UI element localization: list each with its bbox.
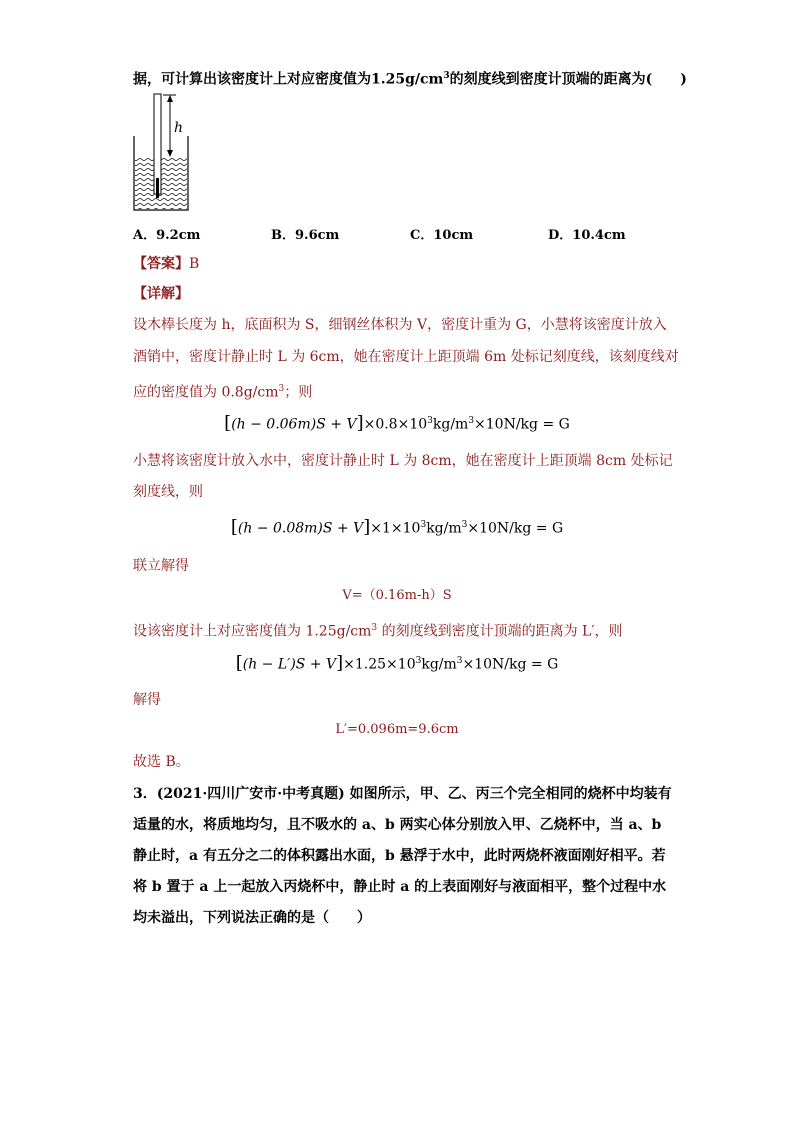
p1-line3 [133,379,312,403]
q2-sup: 3 [443,71,450,81]
eq1-d-sup: 3 [468,416,475,426]
p3: 联立解得 [133,558,189,574]
p4 [133,618,623,642]
eq1-d: kg/m [432,416,469,433]
eq2-e: ×10N/kg = G [467,520,564,537]
p4-a: 设该密度计上对应密度值为 1.25g/cm [133,623,372,640]
eq4-c-sup: 3 [415,656,422,666]
eq4-b: S + V [295,656,337,673]
equation-3: V=（0.16m-h）S [342,588,452,603]
equation-1 [0,411,794,435]
eq1-lbracket: [ [224,412,232,434]
h-arrow-bottom [167,150,173,157]
p1-line2: 酒销中，密度计静止时 L 为 6cm，她在密度计上距顶端 6m 处标记刻度线，该刻度线对 [133,349,679,365]
eq2-c: ×1×10 [370,520,421,537]
option-d-letter: D． [548,228,573,243]
option-a[interactable] [133,224,200,243]
eq2-lbracket: [ [230,516,238,538]
option-b-value: 9.6cm [295,228,340,243]
eq2-c-sup: 3 [420,520,427,530]
eq4-rbracket: ] [336,652,344,674]
eq1-c: ×0.8×10 [363,416,428,433]
eq1-rbracket: ] [356,412,364,434]
option-a-value: 9.2cm [156,228,201,243]
eq4-a: (h − L′) [242,656,296,673]
q2-text-after: 的刻度线到密度计顶端的距离为( ) [449,71,687,88]
p2-line2: 刻度线，则 [133,484,203,500]
equation-2 [0,515,794,539]
p2-line1: 小慧将该密度计放入水中，密度计静止时 L 为 8cm，她在密度计上距顶端 8cm 处标记 [133,453,673,469]
eq4-c: ×1.25×10 [343,656,416,673]
p1-line3-a: 应的密度值为 0.8g/cm [133,384,279,401]
eq4-e: ×10N/kg = G [462,656,559,673]
eq1-a: (h − 0.06m) [231,416,317,433]
densimeter-diagram [130,92,192,214]
option-d[interactable] [548,224,626,243]
q3-line1: 3．(2021·四川广安市·中考真题) 如图所示，甲、乙、丙三个完全相同的烧杯中均装有 [133,786,672,802]
option-a-letter: A． [133,228,157,243]
p4-sup: 3 [371,623,378,633]
p6: 故选 B。 [133,754,190,770]
eq1-c-sup: 3 [427,416,433,426]
q2-text-before: 据，可计算出该密度计上对应密度值为1.25g/cm [133,71,444,88]
p1-line3-b: ；则 [284,384,313,401]
eq1-e: ×10N/kg = G [474,416,570,433]
answer-line [133,254,199,274]
eq2-rbracket: ] [363,516,371,538]
eq2-d-sup: 3 [461,520,468,530]
eq2-b: S + V [322,520,364,537]
steel-wire [156,178,159,198]
eq2-a: (h − 0.08m) [237,520,323,537]
p5: 解得 [133,692,161,708]
p1-line3-sup: 3 [278,384,285,394]
detail-label: 【详解】 [133,286,189,302]
q3-line5: 均未溢出，下列说法正确的是（ ） [133,910,371,926]
answer-label: 【答案】 [133,256,189,272]
question-2-tail [133,66,687,90]
eq4-lbracket: [ [235,652,243,674]
option-c[interactable] [410,224,473,243]
equation-5: L′=0.096m=9.6cm [335,722,459,737]
q3-line3: 静止时，a 有五分之二的体积露出水面，b 悬浮于水中，此时两烧杯液面刚好相平。若 [133,848,666,864]
eq2-d: kg/m [426,520,462,537]
option-c-value: 10cm [433,228,474,243]
eq4-d-sup: 3 [456,656,463,666]
q3-line4: 将 b 置于 a 上一起放入丙烧杯中，静止时 a 的上表面刚好与液面相平，整个过程中水 [133,879,667,895]
option-c-letter: C． [410,228,434,243]
p1-line1: 设木棒长度为 h，底面积为 S，细钢丝体积为 V，密度计重为 G，小慧将该密度计放入 [133,317,667,333]
option-b[interactable] [271,224,339,243]
eq1-b: S + V [316,416,357,433]
densimeter-figure [130,92,192,214]
h-label: h [174,120,184,136]
option-d-value: 10.4cm [572,228,626,243]
h-arrow-top [167,95,173,102]
p4-b: 的刻度线到密度计顶端的距离为 L′，则 [377,623,623,640]
eq4-d: kg/m [421,656,457,673]
q3-line2: 适量的水，将质地均匀，且不吸水的 a、b 两实心体分别放入甲、乙烧杯中，当 a、b [133,817,662,833]
equation-4 [0,651,794,675]
option-b-letter: B． [271,228,295,243]
answer-value: B [189,256,200,272]
